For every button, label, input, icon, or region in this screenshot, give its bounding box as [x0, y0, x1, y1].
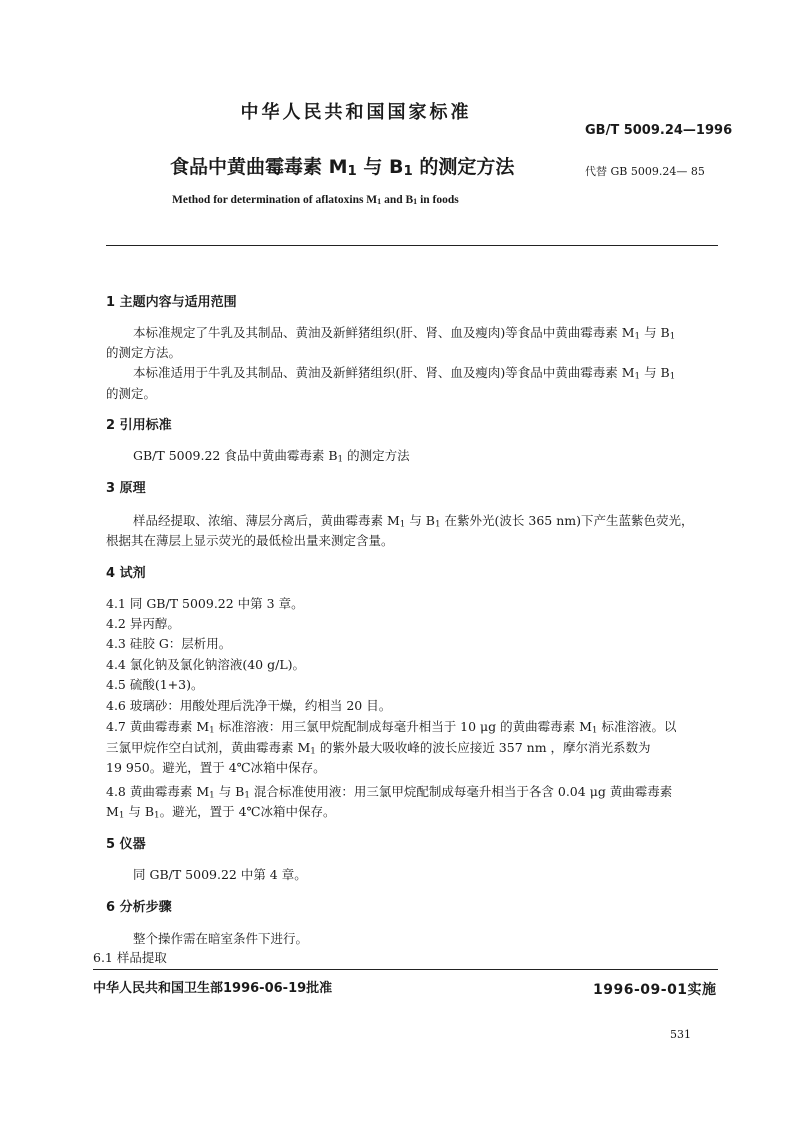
section-1-title: 1 主题内容与适用范围 [106, 295, 237, 310]
reagent-4-4: 4.4 氯化钠及氯化钠溶液(40 g/L)。 [106, 657, 305, 672]
reagent-4-8-line-1: 4.8 黄曲霉毒素 $M_1$ 与 $B_1$ 混合标准使用液：用三氯甲烷配制成每毫升相当于各含 0.04 μg 黄曲霉毒素 [106, 784, 673, 801]
reagent-4-7-line-1: 4.7 黄曲霉毒素 $M_1$ 标准溶液：用三氯甲烷配制成每毫升相当于 10 μg 的黄曲霉毒素 $M_1$ 标准溶液。以 [106, 719, 677, 736]
section-1-para-1-line-2: 的测定方法。 [106, 345, 182, 360]
page-number: 531 [670, 1028, 691, 1041]
section-2-title: 2 引用标准 [106, 418, 172, 433]
section-3-title: 3 原理 [106, 481, 146, 496]
standard-number: GB/T 5009.24—1996 [585, 123, 733, 138]
reagent-4-7-line-2: 三氯甲烷作空白试剂，黄曲霉毒素 $M_1$ 的紫外最大吸收峰的波长应接近 357 nm ，摩尔消光系数为 [106, 740, 651, 757]
reference-standard: GB/T 5009.22 食品中黄曲霉毒素 $B_1$ 的测定方法 [133, 448, 410, 465]
footer-rule [93, 969, 718, 970]
reagent-4-3: 4.3 硅胶 G：层析用。 [106, 636, 232, 651]
subsection-6-1: 6.1 样品提取 [93, 950, 167, 965]
reagent-4-6: 4.6 玻璃砂：用酸处理后洗净干燥，约相当 20 目。 [106, 698, 392, 713]
reagent-4-8-line-2: $M_1$ 与 $B_1$。避光，置于 4℃冰箱中保存。 [106, 804, 336, 821]
effective-date: 1996-09-01实施 [593, 982, 717, 998]
reagent-4-5: 4.5 硫酸(1+3)。 [106, 677, 204, 692]
title-cn: 食品中黄曲霉毒素 $M_1$ 与 $B_1$ 的测定方法 [170, 156, 515, 179]
section-1-para-1-line-1: 本标准规定了牛乳及其制品、黄油及新鲜猪组织(肝、肾、血及瘦肉)等食品中黄曲霉毒素 $M_1$ 与 $B_1$ [133, 325, 676, 342]
title-en: Method for determination of aflatoxins $M_1$ and $B_1$ in foods [172, 194, 459, 207]
header-rule [106, 245, 718, 246]
section-1-para-2-line-2: 的测定。 [106, 386, 157, 401]
reagent-4-2: 4.2 异丙醇。 [106, 616, 180, 631]
org-title: 中华人民共和国国家标准 [240, 102, 472, 123]
reagent-4-7-line-3: 19 950。避光，置于 4℃冰箱中保存。 [106, 760, 326, 775]
section-6-title: 6 分析步骤 [106, 900, 172, 915]
reagent-4-1: 4.1 同 GB/T 5009.22 中第 3 章。 [106, 596, 304, 611]
principle-line-2: 根据其在薄层上显示荧光的最低检出量来测定含量。 [106, 533, 394, 548]
section-4-title: 4 试剂 [106, 566, 146, 581]
section-1-para-2-line-1: 本标准适用于牛乳及其制品、黄油及新鲜猪组织(肝、肾、血及瘦肉)等食品中黄曲霉毒素 $M_1$ 与 $B_1$ [133, 365, 676, 382]
replaces-standard: 代替 GB 5009.24— 85 [585, 165, 705, 178]
instruments-text: 同 GB/T 5009.22 中第 4 章。 [133, 867, 307, 882]
approval-note: 中华人民共和国卫生部1996-06-19批准 [93, 981, 333, 996]
principle-line-1: 样品经提取、浓缩、薄层分离后，黄曲霉毒素 $M_1$ 与 $B_1$ 在紫外光(波长 365 nm)下产生蓝紫色荧光， [133, 513, 694, 530]
procedure-note: 整个操作需在暗室条件下进行。 [133, 931, 309, 946]
section-5-title: 5 仪器 [106, 837, 146, 852]
